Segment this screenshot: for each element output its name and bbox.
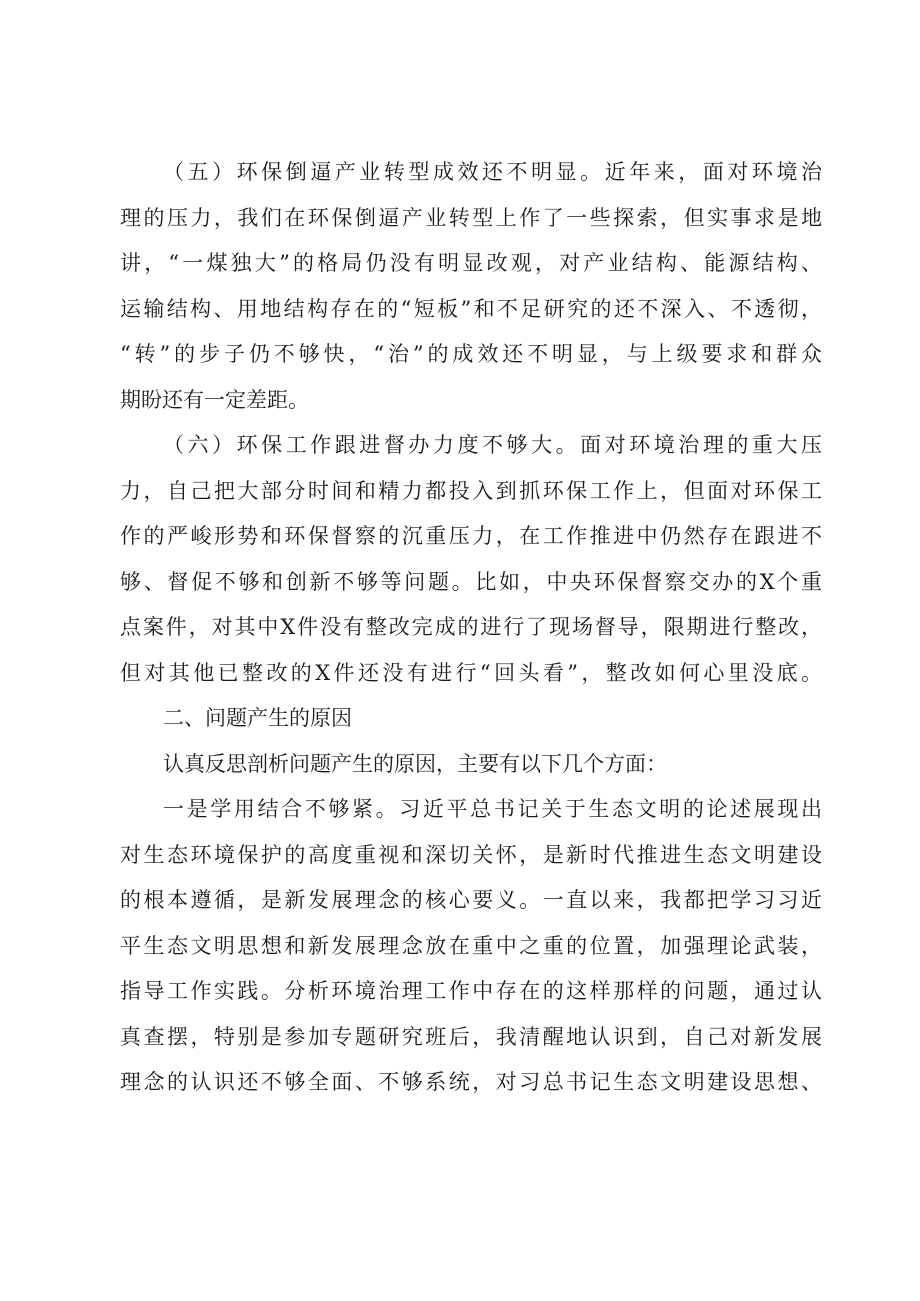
intro-sentence: 认真反思剖析问题产生的原因，主要有以下几个方面： [163, 751, 667, 776]
reason-1-line-2: 对生态环境保护的高度重视和深切关怀，是新时代推进生态文明建设 [120, 842, 822, 867]
reason-1-line-7: 理念的认识还不够全面、不够系统，对习总书记生态文明建设思想、 [120, 1070, 822, 1094]
paragraph-5-line-5: “转”的步子仍不够快，“治”的成效还不明显，与上级要求和群众 [120, 342, 822, 366]
reason-1-line-3: 的根本遵循，是新发展理念的核心要义。一直以来，我都把学习习近 [120, 888, 822, 912]
paragraph-5-line-6: 期盼还有一定差距。 [120, 387, 309, 412]
paragraph-5-line-4: 运输结构、用地结构存在的“短板”和不足研究的还不深入、不透彻， [120, 296, 822, 321]
paragraph-5-line-3: 讲，“一煤独大”的格局仍没有明显改观，对产业结构、能源结构、 [120, 251, 822, 275]
paragraph-6-line-3: 作的严峻形势和环保督察的沉重压力，在工作推进中仍然存在跟进不 [120, 524, 822, 548]
paragraph-6-line-1: （六）环保工作跟进督办力度不够大。面对环境治理的重大压 [163, 433, 822, 457]
section-heading: 二、问题产生的原因 [163, 706, 352, 730]
paragraph-6-line-2: 力，自己把大部分时间和精力都投入到抓环保工作上，但面对环保工 [120, 478, 822, 503]
paragraph-6-line-4: 够、督促不够和创新不够等问题。比如，中央环保督察交办的X个重 [120, 569, 822, 594]
body-text [120, 150, 822, 1106]
paragraph-5-line-1: （五）环保倒逼产业转型成效还不明显。近年来，面对环境治 [163, 160, 822, 184]
paragraph-6-line-6: 但对其他已整改的X件还没有进行“回头看”，整改如何心里没底。 [120, 660, 822, 685]
reason-1-line-5: 指导工作实践。分析环境治理工作中存在的这样那样的问题，通过认 [120, 979, 822, 1003]
reason-1-line-6: 真查摆，特别是参加专题研究班后，我清醒地认识到，自己对新发展 [120, 1024, 822, 1049]
paragraph-6-line-5: 点案件，对其中X件没有整改完成的进行了现场督导，限期进行整改， [120, 615, 822, 639]
reason-1-line-1: 一是学用结合不够紧。习近平总书记关于生态文明的论述展现出 [163, 797, 822, 821]
reason-1-line-4: 平生态文明思想和新发展理念放在重中之重的位置，加强理论武装， [120, 933, 822, 958]
paragraph-5-line-2: 理的压力，我们在环保倒逼产业转型上作了一些探索，但实事求是地 [120, 205, 822, 230]
